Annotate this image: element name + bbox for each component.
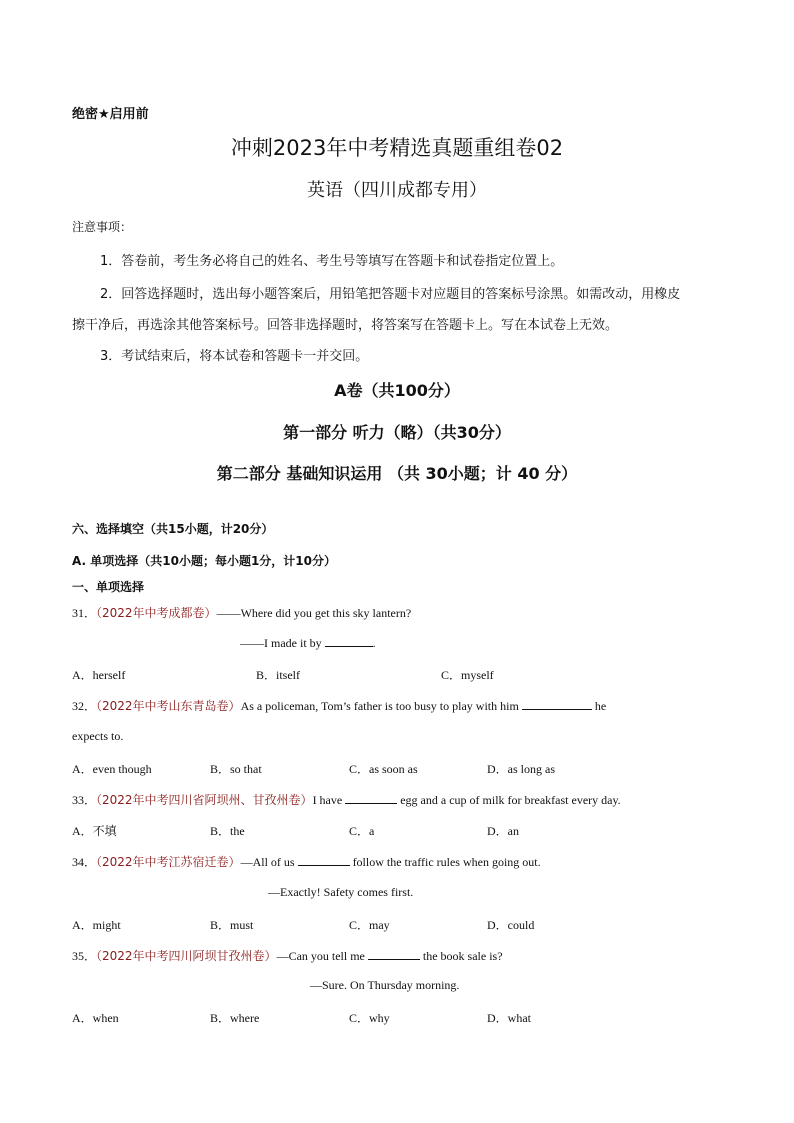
subheading-one: 一、单项选择 <box>72 580 145 594</box>
part2-heading: 第二部分 基础知识运用 （共 30小题；计 40 分） <box>216 464 578 483</box>
answer-blank[interactable] <box>298 855 350 866</box>
answer-line-end: . <box>372 636 376 650</box>
option[interactable]: D．as long as <box>487 762 555 776</box>
notice-heading: 注意事项： <box>72 220 133 234</box>
question-text-end: follow the traffic rules when going out. <box>352 855 541 869</box>
question-33 <box>72 791 621 808</box>
question-source: （2022年中考山东青岛卷） <box>96 699 241 713</box>
option[interactable]: D．could <box>487 918 535 932</box>
answer-blank[interactable] <box>368 949 420 960</box>
question-source: （2022年中考成都卷） <box>96 606 217 620</box>
part1-heading: 第一部分 听力（略）（共30分） <box>283 423 511 442</box>
option[interactable]: C．myself <box>441 668 494 682</box>
option[interactable]: B．the <box>210 824 245 838</box>
question-number: 35． <box>72 949 97 963</box>
option[interactable]: B．so that <box>210 762 262 776</box>
option[interactable]: C．as soon as <box>349 762 418 776</box>
question-text-end: the book sale is? <box>422 949 503 963</box>
question-number: 33． <box>72 793 97 807</box>
question-text: As a policeman, Tom’s father is too busy to play with him <box>240 699 519 713</box>
question-text: ——Where did you get this sky lantern? <box>216 606 412 620</box>
notice-item: 2．回答选择题时，选出每小题答案后，用铅笔把答题卡对应题目的答案标号涂黑。如需改动，用橡皮 <box>100 287 681 302</box>
question-32 <box>72 697 606 714</box>
confidential-mark: 绝密★启用前 <box>72 107 149 122</box>
option[interactable]: D．an <box>487 824 519 838</box>
option[interactable]: A．might <box>72 918 121 932</box>
option[interactable]: C．a <box>349 824 375 838</box>
option[interactable]: D．what <box>487 1011 531 1025</box>
option[interactable]: C．why <box>349 1011 390 1025</box>
question-text: I have <box>312 793 343 807</box>
exam-subtitle: 英语（四川成都专用） <box>307 180 487 201</box>
question-text-end: he <box>594 699 607 713</box>
question-35-line2: —Sure. On Thursday morning. <box>310 978 460 992</box>
question-31 <box>72 604 411 621</box>
option[interactable]: A．不填 <box>72 824 117 838</box>
question-text: —Can you tell me <box>276 949 365 963</box>
option[interactable]: B．itself <box>256 668 300 682</box>
answer-blank[interactable] <box>325 636 373 647</box>
option[interactable]: A．even though <box>72 762 152 776</box>
answer-blank[interactable] <box>345 793 397 804</box>
question-text: —All of us <box>240 855 295 869</box>
option[interactable]: B．must <box>210 918 254 932</box>
question-31-line2 <box>240 636 376 651</box>
notice-item: 1．答卷前，考生务必将自己的姓名、考生号等填写在答题卡和试卷指定位置上。 <box>100 254 564 269</box>
question-text-end: egg and a cup of milk for breakfast every day. <box>400 793 621 807</box>
question-source: （2022年中考四川阿坝甘孜州卷） <box>96 949 277 963</box>
exam-title: 冲刺2023年中考精选真题重组卷02 <box>230 136 564 160</box>
option[interactable]: A．when <box>72 1011 119 1025</box>
section-a-heading: A卷（共100分） <box>334 381 460 400</box>
notice-item: 擦干净后，再选涂其他答案标号。回答非选择题时，将答案写在答题卡上。写在本试卷上无效。 <box>72 318 619 333</box>
subheading-a-single: A. 单项选择（共10小题；每小题1分，计10分） <box>72 554 336 568</box>
question-32-line2: expects to. <box>72 729 124 743</box>
question-number: 31． <box>72 606 97 620</box>
option[interactable]: B．where <box>210 1011 260 1025</box>
option[interactable]: A．herself <box>72 668 126 682</box>
answer-line: ——I made it by <box>240 636 322 650</box>
question-source: （2022年中考江苏宿迁卷） <box>96 855 241 869</box>
question-source: （2022年中考四川省阿坝州、甘孜州卷） <box>96 793 313 807</box>
option[interactable]: C．may <box>349 918 390 932</box>
notice-item: 3．考试结束后，将本试卷和答题卡一并交回。 <box>100 349 369 364</box>
question-number: 34． <box>72 855 97 869</box>
question-35 <box>72 947 503 964</box>
question-number: 32． <box>72 699 97 713</box>
question-34-line2: —Exactly! Safety comes first. <box>268 885 414 899</box>
question-34 <box>72 853 541 870</box>
subheading-six: 六、选择填空（共15小题，计20分） <box>72 522 274 536</box>
answer-blank[interactable] <box>522 699 592 710</box>
